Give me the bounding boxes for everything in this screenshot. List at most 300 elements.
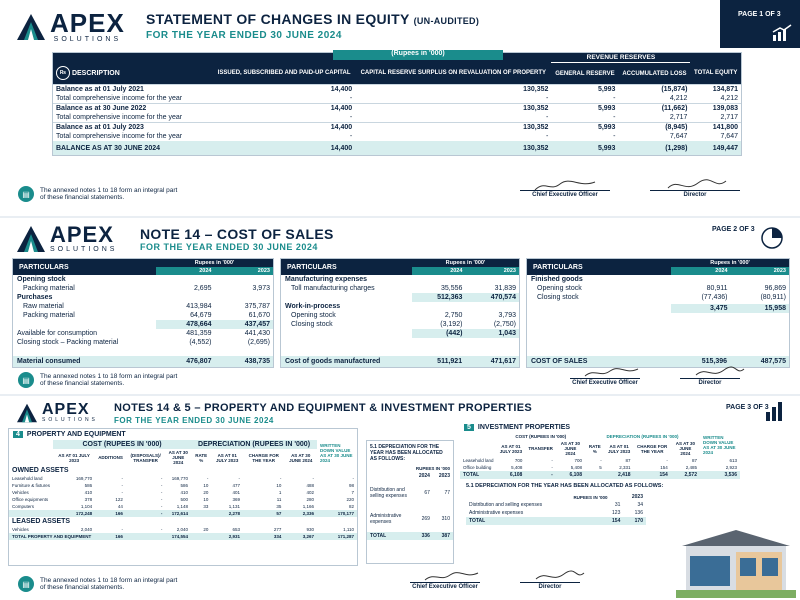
total-row [9,533,357,540]
column-header: AS AT 30 JUNE 2024 [289,452,313,463]
total-value: 476,807 [186,358,212,365]
row-value [412,302,466,311]
row-description: Manufacturing expenses [285,276,368,283]
investment-table [460,433,740,479]
row-value: 470,574 [465,293,519,302]
column-header: AS AT 30 JUNE 2024 [168,450,188,465]
signature-director: Director [680,368,740,386]
row-value: - [160,511,163,516]
cost-table-materials [12,258,274,368]
row-value: 700 [514,458,523,463]
row-value: 2,750 [444,312,463,319]
table-row [281,320,519,329]
blank [367,472,413,480]
row-value: 166 [115,511,123,516]
row-value: - [666,458,668,463]
signature-ceo: Chief Executive Officer [520,180,610,198]
year-header: 2024 [199,268,212,274]
blank [466,493,570,501]
signature-icon [420,570,480,584]
row-value: 98 [348,483,354,488]
document-icon: ▤ [18,576,34,592]
row-value: - [160,483,163,488]
row-value: 57 [276,511,282,516]
leased-assets-label: LEASED ASSETS [12,518,71,525]
row-value: 31 [614,502,621,508]
cost-header: COST (RUPEES IN '000) [515,434,567,439]
rupees-header: Rupees in '000' [710,260,750,266]
row-value: 488 [306,483,314,488]
row-value: 269 [421,516,430,522]
row-description: Finished goods [531,276,583,283]
dep2-title: 5.1 DEPRECIATION FOR THE YEAR HAS BEEN ALLOCATED AS FOLLOWS: [466,483,664,489]
row-value [191,510,211,517]
table-row [13,320,273,329]
row-value: 3,475 [671,304,730,313]
row-value: (80,911) [760,294,786,301]
year-header: 2024 [715,268,728,274]
data-table [460,433,740,479]
row-value: 130,352 [523,124,549,131]
row-description: Leasehold land [12,476,43,481]
row-value: 1,166 [302,504,314,509]
row-description: Leasehold land [463,458,494,463]
row-description: Office equipments [12,497,49,502]
total-row [53,141,741,155]
building-icon [676,516,796,598]
row-value: 172,248 [75,511,93,516]
total-value: 515,396 [701,358,728,365]
row-value: 5 [599,465,602,470]
row-value: (77,436) [701,294,728,301]
column-header: TRANSFER [528,446,553,451]
row-description: Total comprehensive income for the year [56,95,183,102]
row-value: 378 [84,497,93,502]
row-description [9,510,53,517]
blank [460,433,497,440]
brand-name: APEX [42,401,90,418]
row-value: 477 [232,483,241,488]
total-value: 336 [421,533,430,539]
total-value: 3,267 [302,534,314,539]
row-value: 280 [306,497,314,502]
row-value: 2,040 [80,527,93,532]
particulars-header: PARTICULARS [533,263,583,271]
total-value [191,533,211,540]
page-subtitle: FOR THE YEAR ENDED 30 JUNE 2024 [114,416,274,425]
row-value: 67 [424,490,430,496]
dep-header: DEPRECIATION (RUPEES IN '000) [191,440,317,449]
row-value: 14,400 [330,86,353,93]
row-value: 134,871 [712,86,738,93]
total-value: 334 [273,534,282,539]
row-description: Balance as at 30 June 2022 [56,105,147,112]
table-row [53,123,741,133]
total-value: 6,108 [509,472,523,478]
year-header: 2023 [438,473,450,479]
row-value: 930 [306,527,314,532]
row-value: 141,800 [712,124,738,131]
row-value [215,275,274,284]
signature-icon [530,570,585,584]
row-value: 10 [203,497,209,502]
total-value: 154 [612,518,621,524]
signature-ceo: Chief Executive Officer [410,572,480,590]
growth-chart-icon [772,24,792,42]
dep-header: DEPRECIATION (RUPEES IN '000) [606,434,679,439]
row-value: (8,945) [665,124,688,131]
row-value: 1,148 [176,504,189,509]
total-row [281,356,519,367]
row-description: Opening stock [537,285,582,292]
row-value: - [546,95,549,102]
row-value: 1,104 [80,504,93,509]
signature-director: Director [650,180,740,198]
annexed-note: ▤ The annexed notes 1 to 18 form an integral part of these financial statements. [18,372,180,388]
row-description: Raw material [23,303,64,310]
row-value: 7,647 [720,133,738,140]
total-value: 438,735 [244,358,270,365]
row-description: Opening stock [291,312,336,319]
table-row [53,85,741,95]
row-value: 172,614 [171,511,189,516]
total-value: - [551,472,553,478]
row-value: - [600,458,602,463]
row-value [465,275,519,284]
table-row [527,304,789,313]
row-value: 2,717 [669,114,688,121]
total-label: BALANCE AS AT 30 JUNE 2024 [56,144,160,152]
table-row [53,94,741,104]
row-value: - [160,504,163,509]
annexed-note: ▤ The annexed notes 1 to 18 form an integral part of these financial statements. [18,186,180,202]
row-value: (2,750) [493,321,516,328]
row-value: 5,993 [597,105,616,112]
cost-table [281,259,519,338]
apex-logo-icon [16,13,46,41]
property-equipment-section [8,428,358,566]
depreciation-table [367,465,453,540]
total-value [585,471,605,479]
row-description: Computers [12,504,35,509]
year-header: 2024 [450,268,463,274]
table-row [281,311,519,320]
year-header: 2023 [503,268,516,274]
row-value: 5,993 [597,124,616,131]
total-value: 471,617 [490,358,516,365]
brand-sub: SOLUTIONS [42,417,98,423]
data-table [9,440,357,540]
equity-table [53,53,741,155]
row-value: 220 [346,497,354,502]
cost-table-finished-goods [526,258,790,368]
table-row [13,338,273,347]
section-number: 5 [464,424,474,431]
row-value: 3,793 [498,312,516,319]
wdv-header: WRITTEN DOWN VALUE AS AT 30 JUNE 2024 [320,443,353,463]
table-row [9,503,357,510]
table-row [13,329,273,338]
rupees-label: (Rupees in '000) [333,50,503,60]
row-value: (11,662) [661,105,688,112]
blank [9,440,53,449]
total-label: TOTAL PROPERTY AND EQUIPMENT [12,534,92,539]
row-value: - [121,476,123,481]
wdv-header: WRITTEN DOWN VALUE AS AT 30 JUNE 2024 [703,435,736,455]
page-badge: PAGE 1 OF 3 [720,0,800,48]
particulars-header: PARTICULARS [19,263,69,271]
row-value: - [312,476,314,481]
row-value: (15,874) [661,86,688,93]
row-description: Purchases [17,294,53,301]
brand-sub: SOLUTIONS [53,36,122,43]
row-value: 1,131 [228,504,241,509]
row-value [465,302,519,311]
row-value: 169,770 [171,476,189,481]
column-header: AS AT 01 JULY 2023 [607,443,631,454]
page-1-equity [0,0,800,216]
row-value: - [121,490,123,495]
row-value: 87 [691,458,697,463]
col-total-equity: TOTAL EQUITY [694,70,738,77]
row-value: 1 [278,490,282,495]
row-description [527,304,671,313]
revenue-reserves-header: REVENUE RESERVES [551,53,690,63]
table-row [281,329,519,338]
row-description: Opening stock [17,276,66,283]
total-value: 2,931 [228,534,241,539]
rupees-header: RUPEES IN '000 [573,494,608,500]
total-value: 154 [659,472,668,478]
row-value: - [279,476,282,481]
row-value: 1,110 [343,527,354,532]
depreciation-allocation-box: 5.1 DEPRECIATION FOR THE YEAR HAS BEEN ALLOCATED AS FOLLOWS: RUPEES IN '000 2024 2023 Distribution and selling expenses 67 77 Administrative expenses 269 310 TOTAL 336 387 [366,440,454,564]
company-logo [16,10,125,43]
row-value: 154 [660,465,668,470]
total-value: 2,572 [684,472,697,478]
row-value: 4,212 [720,95,738,102]
column-header: AS AT 30 JUNE 2024 [675,441,696,456]
total-value [126,533,165,540]
table-row [9,475,357,482]
row-value: 369 [232,497,241,502]
table-row [281,293,519,302]
row-value: 31,839 [494,285,516,292]
column-header: RATE % [588,443,601,454]
cost-table [527,259,789,313]
row-value: 653 [232,527,241,532]
signature-icon [690,366,745,380]
page-subtitle: FOR THE YEAR ENDED 30 JUNE 2024 [140,242,318,252]
page-title: NOTE 14 – COST OF SALES [140,226,334,242]
row-value: 2,923 [725,465,737,470]
row-value: 170,177 [337,511,354,516]
row-description: Distribution and selling expenses [469,502,543,508]
page-subtitle: FOR THE YEAR ENDED 30 JUNE 2024 [146,30,342,41]
table-row [13,293,273,302]
row-value: 20 [203,490,209,495]
company-logo [16,402,98,423]
row-value: 130,352 [523,105,549,112]
row-value: - [238,476,241,481]
document-icon: ▤ [18,186,34,202]
equity-table-wrap [52,52,742,156]
row-value: 122 [115,497,123,502]
signature-ceo: Chief Executive Officer [570,368,640,386]
row-description: Work-in-process [285,303,341,310]
row-value: 169,770 [75,476,93,481]
row-value: 401 [232,490,241,495]
table-row [527,284,789,293]
blank [367,465,413,472]
col-general: GENERAL RESERVE [555,70,615,77]
bar-chart-icon [764,400,786,422]
table-row [13,284,273,293]
data-table [466,493,646,525]
table-row [9,489,357,496]
row-value: (2,695) [247,339,270,346]
column-header: CHARGE FOR THE YEAR [637,443,668,454]
rupee-coins-icon: ₨ [56,66,70,80]
total-value: 171,287 [337,534,354,539]
row-value: 277 [273,527,282,532]
row-value [412,275,466,284]
blank [460,440,497,457]
column-header: AS AT 30 JUNE 2024 [560,441,581,456]
row-value [215,293,274,302]
total-value: 6,108 [569,472,582,478]
row-value: 2,485 [685,465,697,470]
row-value: 35 [276,504,282,509]
row-description: Closing stock [291,321,333,328]
row-value: 2,040 [176,527,189,532]
row-value: 5,993 [597,86,616,93]
cost-table [13,259,273,347]
row-value: 77 [444,490,450,496]
row-description: Vehicles [12,527,29,532]
row-value: 5,408 [511,465,523,470]
year-header: 2023 [257,268,270,274]
section-title: INVESTMENT PROPERTIES [477,424,571,431]
row-value: 2,336 [302,511,314,516]
table-row [9,496,357,503]
row-value: 136 [634,510,643,516]
row-value [731,275,789,284]
row-value: 44 [117,504,123,509]
col-capital: ISSUED, SUBSCRIBED AND PAID-UP CAPITAL [217,70,351,77]
row-value: 2,717 [720,114,738,121]
row-description: Packing material [23,285,75,292]
row-value: 437,457 [215,320,274,329]
row-value: 20 [203,527,209,532]
table-row [281,275,519,284]
signature-icon [530,178,600,194]
row-value: - [160,476,163,481]
total-value: 487,575 [760,358,786,365]
row-description: Available for consumption [17,330,98,337]
row-description: Toll manufacturing charges [291,285,375,292]
page-label: PAGE 3 OF 3 [726,404,769,411]
row-value: 441,430 [244,330,270,337]
signature-director: Director [520,572,580,590]
row-value: 123 [612,510,621,516]
signature-icon [660,178,730,194]
total-value: (1,298) [665,144,688,152]
particulars-header: PARTICULARS [287,263,337,271]
row-value: 310 [441,516,450,522]
row-value: 1,043 [465,329,519,338]
section-number: 4 [13,431,23,438]
page-title: STATEMENT OF CHANGES IN EQUITY (UN-AUDITED) [146,11,480,27]
row-value: - [551,458,553,463]
total-value: 387 [441,533,450,539]
rupees-header: Rupees in '000' [445,260,486,266]
row-value: - [206,476,209,481]
row-value: 10 [276,483,282,488]
row-description: Office building [463,465,492,470]
property-equipment-table [9,440,357,540]
row-value: 413,984 [186,303,212,310]
row-value: 10 [203,483,209,488]
total-value: 174,554 [171,534,189,539]
table-row [53,132,741,141]
total-row [13,356,273,367]
row-value: 410 [180,490,189,495]
total-label: Material consumed [17,358,81,365]
row-value: 82 [348,504,354,509]
row-value: 613 [729,458,737,463]
row-value: 478,664 [156,320,215,329]
table-row [9,526,357,533]
total-value: 511,921 [437,358,463,365]
total-label: COST OF SALES [531,358,588,365]
total-value: 5,993 [597,144,616,152]
row-value: 410 [84,490,93,495]
row-description: Closing stock – Packing material [17,339,119,346]
row-value: 7,647 [669,133,688,140]
row-description [281,293,412,302]
row-value: 2,278 [228,511,241,516]
table-row [527,275,789,284]
cost-table-manufacturing [280,258,520,368]
total-value: 149,447 [712,144,738,152]
page-label: PAGE 2 OF 3 [712,226,755,233]
row-value: - [352,476,354,481]
total-value: 166 [115,534,123,539]
row-value: - [121,483,123,488]
column-header: (DISPOSALS)/ TRANSFER [130,452,161,463]
table-row [13,275,273,284]
row-value: (442) [412,329,466,338]
table-row [13,311,273,320]
rupees-header: Rupees in '000' [194,260,235,266]
total-label: TOTAL [469,518,486,524]
cost-header: COST (RUPEES IN '000) [53,440,191,449]
row-value: 586 [180,483,189,488]
row-value: 586 [84,483,93,488]
row-value: 481,359 [186,330,212,337]
description-header: ₨ DESCRIPTION [53,63,213,85]
row-description: Administrative expenses [370,513,402,525]
row-value: 35,556 [441,285,463,292]
table-row [281,284,519,293]
row-description: Balance as at 01 July 2021 [56,86,144,93]
row-value: - [349,114,353,121]
total-value: 130,352 [523,144,549,152]
row-description: Distribution and selling expenses [370,487,407,499]
row-description: Packing material [23,312,75,319]
row-value: 375,787 [244,303,270,310]
